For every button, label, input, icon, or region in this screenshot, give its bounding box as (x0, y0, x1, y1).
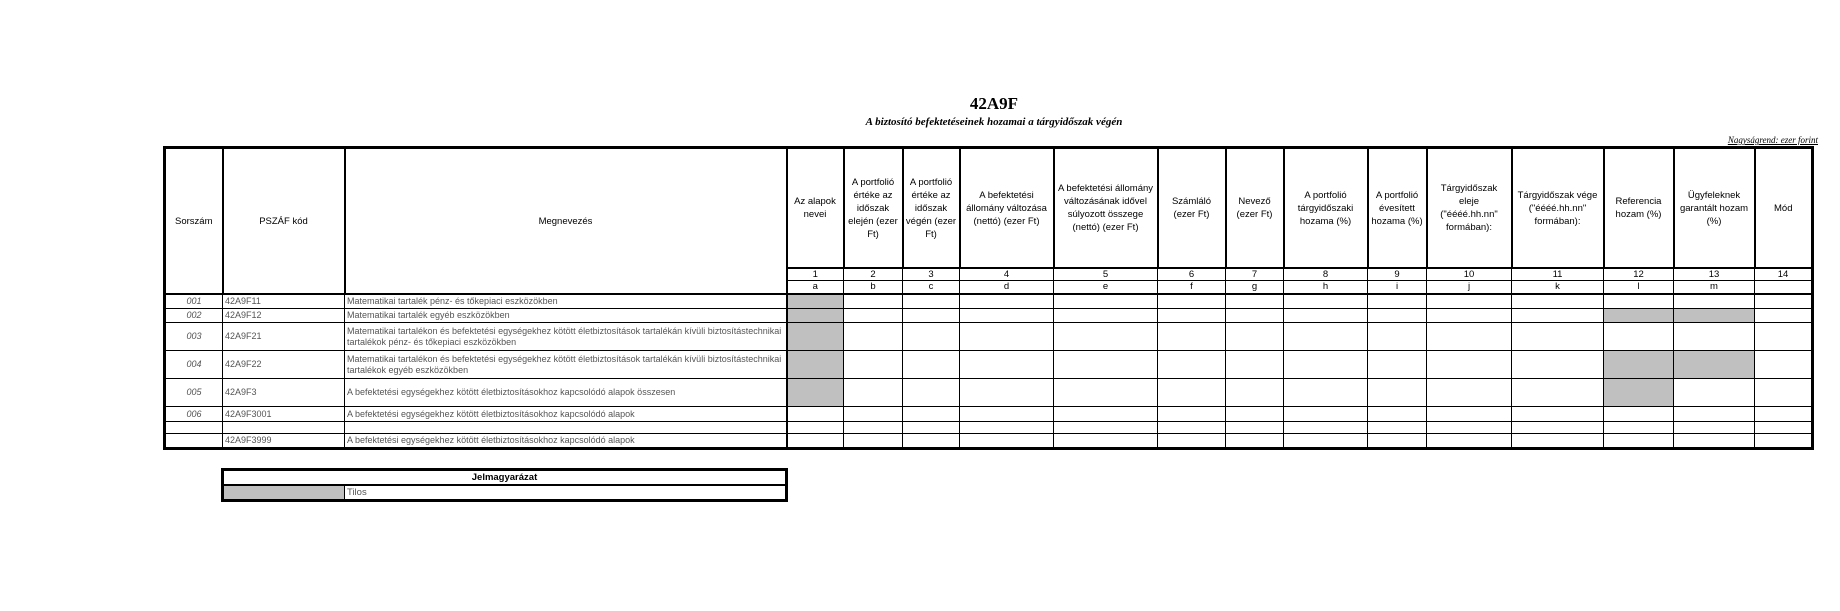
input-cell[interactable] (844, 407, 903, 422)
input-cell[interactable] (787, 422, 844, 434)
row-description: Matematikai tartalék egyéb eszközökben (345, 309, 787, 323)
col-number: 6 (1158, 268, 1226, 281)
col-letter: g (1226, 281, 1284, 295)
input-cell[interactable] (1054, 309, 1158, 323)
input-cell[interactable] (960, 309, 1054, 323)
input-cell[interactable] (1226, 351, 1284, 379)
input-cell[interactable] (1368, 407, 1427, 422)
input-cell[interactable] (1284, 422, 1368, 434)
input-cell[interactable] (1284, 434, 1368, 449)
legend-title: Jelmagyarázat (223, 470, 787, 486)
input-cell[interactable] (1604, 434, 1674, 449)
input-cell[interactable] (1158, 323, 1226, 351)
table-row (165, 407, 1813, 422)
input-cell[interactable] (844, 323, 903, 351)
col-number: 9 (1368, 268, 1427, 281)
input-cell[interactable] (1368, 309, 1427, 323)
input-cell[interactable] (1054, 422, 1158, 434)
col-number: 5 (1054, 268, 1158, 281)
input-cell[interactable] (1158, 379, 1226, 407)
input-cell[interactable] (1427, 323, 1512, 351)
col-letter: j (1427, 281, 1512, 295)
row-description: A befektetési egységekhez kötött életbiztosításokhoz kapcsolódó alapok (345, 407, 787, 422)
disabled-cell (1604, 351, 1674, 379)
legend-swatch (223, 485, 345, 501)
header-col-4: A befektetési állomány változása (nettó) (ezer Ft) (960, 148, 1054, 269)
header-col-5: A befektetési állomány változásának idővel súlyozott összege (nettó) (ezer Ft) (1054, 148, 1158, 269)
input-cell[interactable] (1284, 294, 1368, 309)
row-code: 42A9F3001 (223, 407, 345, 422)
input-cell[interactable] (1158, 434, 1226, 449)
input-cell[interactable] (1427, 309, 1512, 323)
input-cell[interactable] (1226, 434, 1284, 449)
input-cell[interactable] (960, 323, 1054, 351)
input-cell[interactable] (1054, 407, 1158, 422)
header-col-8: A portfolió tárgyidőszaki hozama (%) (1284, 148, 1368, 269)
input-cell[interactable] (1427, 407, 1512, 422)
input-cell[interactable] (1226, 407, 1284, 422)
header-col-13: Ügyfeleknek garantált hozam (%) (1674, 148, 1755, 269)
input-cell[interactable] (1368, 351, 1427, 379)
row-description: Matematikai tartalékon és befektetési egységekhez kötött életbiztosítások tartalékán kívüli biztosítástechnikai tartalékok egyéb eszközökben (345, 351, 787, 379)
input-cell[interactable] (1755, 434, 1813, 449)
col-letter: h (1284, 281, 1368, 295)
col-letter: c (903, 281, 960, 295)
input-cell[interactable] (1054, 434, 1158, 449)
report-table (163, 146, 1814, 450)
input-cell[interactable] (1158, 422, 1226, 434)
input-cell[interactable] (844, 422, 903, 434)
header-col-3: A portfolió értéke az időszak végén (ezer Ft) (903, 148, 960, 269)
col-letter: m (1674, 281, 1755, 295)
row-code (223, 422, 345, 434)
row-id (165, 434, 223, 449)
input-cell[interactable] (903, 422, 960, 434)
disabled-cell (1674, 351, 1755, 379)
col-number: 8 (1284, 268, 1368, 281)
input-cell[interactable] (1226, 422, 1284, 434)
col-number: 12 (1604, 268, 1674, 281)
col-letter: i (1368, 281, 1427, 295)
col-number: 3 (903, 268, 960, 281)
input-cell[interactable] (1512, 422, 1604, 434)
input-cell[interactable] (1427, 379, 1512, 407)
row-description: Matematikai tartalék pénz- és tőkepiaci eszközökben (345, 294, 787, 309)
input-cell[interactable] (1674, 294, 1755, 309)
header-col-12: Referencia hozam (%) (1604, 148, 1674, 269)
header-col-14: Mód (1755, 148, 1813, 269)
input-cell[interactable] (960, 379, 1054, 407)
input-cell[interactable] (903, 323, 960, 351)
input-cell[interactable] (1674, 407, 1755, 422)
col-number: 4 (960, 268, 1054, 281)
input-cell[interactable] (844, 294, 903, 309)
input-cell[interactable] (844, 434, 903, 449)
row-id: 003 (165, 323, 223, 351)
row-id: 005 (165, 379, 223, 407)
input-cell[interactable] (1512, 379, 1604, 407)
input-cell[interactable] (1604, 323, 1674, 351)
table-row (165, 294, 1813, 309)
row-description (345, 422, 787, 434)
input-cell[interactable] (787, 434, 844, 449)
header-col-10: Tárgyidőszak eleje ("éééé.hh.nn" formában): (1427, 148, 1512, 269)
header-col-11: Tárgyidőszak vége ("éééé.hh.nn" formában): (1512, 148, 1604, 269)
col-letter: a (787, 281, 844, 295)
input-cell[interactable] (903, 351, 960, 379)
input-cell[interactable] (1226, 294, 1284, 309)
input-cell[interactable] (1368, 434, 1427, 449)
input-cell[interactable] (1512, 309, 1604, 323)
table-row (165, 351, 1813, 379)
header-pszaf-kod: PSZÁF kód (223, 148, 345, 295)
input-cell[interactable] (844, 379, 903, 407)
col-letter: l (1604, 281, 1674, 295)
input-cell[interactable] (1368, 379, 1427, 407)
input-cell[interactable] (1368, 294, 1427, 309)
input-cell[interactable] (903, 434, 960, 449)
input-cell[interactable] (1512, 351, 1604, 379)
input-cell[interactable] (1284, 379, 1368, 407)
input-cell[interactable] (1284, 323, 1368, 351)
header-megnevezes: Megnevezés (345, 148, 787, 295)
col-number: 2 (844, 268, 903, 281)
input-cell[interactable] (960, 294, 1054, 309)
input-cell[interactable] (1054, 351, 1158, 379)
unit-label: Nagyságrend: ezer forint (1727, 135, 1818, 145)
table-row (165, 434, 1813, 449)
row-id: 006 (165, 407, 223, 422)
input-cell[interactable] (1158, 351, 1226, 379)
input-cell[interactable] (1226, 379, 1284, 407)
input-cell[interactable] (1427, 422, 1512, 434)
col-letter: b (844, 281, 903, 295)
input-cell[interactable] (1226, 323, 1284, 351)
disabled-cell (787, 323, 844, 351)
table-row (165, 379, 1813, 407)
input-cell[interactable] (1755, 309, 1813, 323)
col-number: 14 (1755, 268, 1813, 281)
col-letter (1755, 281, 1813, 295)
input-cell[interactable] (960, 351, 1054, 379)
input-cell[interactable] (1054, 294, 1158, 309)
input-cell[interactable] (903, 309, 960, 323)
table-row (165, 323, 1813, 351)
input-cell[interactable] (1284, 351, 1368, 379)
row-id: 002 (165, 309, 223, 323)
input-cell[interactable] (960, 407, 1054, 422)
row-description: A befektetési egységekhez kötött életbiztosításokhoz kapcsolódó alapok összesen (345, 379, 787, 407)
col-number: 13 (1674, 268, 1755, 281)
col-letter: k (1512, 281, 1604, 295)
input-cell[interactable] (1674, 422, 1755, 434)
col-number: 11 (1512, 268, 1604, 281)
header-col-6: Számláló (ezer Ft) (1158, 148, 1226, 269)
input-cell[interactable] (1427, 434, 1512, 449)
row-code: 42A9F21 (223, 323, 345, 351)
input-cell[interactable] (1755, 323, 1813, 351)
input-cell[interactable] (1755, 351, 1813, 379)
input-cell[interactable] (1755, 379, 1813, 407)
input-cell[interactable] (1512, 434, 1604, 449)
header-col-7: Nevező (ezer Ft) (1226, 148, 1284, 269)
row-id (165, 422, 223, 434)
legend-table (221, 468, 788, 502)
input-cell[interactable] (1158, 309, 1226, 323)
input-cell[interactable] (1674, 434, 1755, 449)
input-cell[interactable] (787, 407, 844, 422)
row-description: Matematikai tartalékon és befektetési egységekhez kötött életbiztosítások tartalékán kívüli biztosítástechnikai tartalékok pénz- és tőkepiaci eszközökben (345, 323, 787, 351)
col-number: 10 (1427, 268, 1512, 281)
col-letter: d (960, 281, 1054, 295)
input-cell[interactable] (1755, 407, 1813, 422)
input-cell[interactable] (1604, 294, 1674, 309)
row-id: 001 (165, 294, 223, 309)
input-cell[interactable] (1512, 323, 1604, 351)
input-cell[interactable] (1368, 323, 1427, 351)
input-cell[interactable] (1226, 309, 1284, 323)
input-cell[interactable] (1158, 407, 1226, 422)
input-cell[interactable] (1755, 422, 1813, 434)
input-cell[interactable] (1427, 351, 1512, 379)
input-cell[interactable] (844, 309, 903, 323)
table-row (165, 422, 1813, 434)
input-cell[interactable] (903, 294, 960, 309)
header-col-1: Az alapok nevei (787, 148, 844, 269)
col-letter: f (1158, 281, 1226, 295)
row-code: 42A9F3999 (223, 434, 345, 449)
legend-label: Tilos (345, 485, 787, 501)
input-cell[interactable] (1604, 422, 1674, 434)
input-cell[interactable] (1284, 309, 1368, 323)
col-number: 1 (787, 268, 844, 281)
row-code: 42A9F12 (223, 309, 345, 323)
row-code: 42A9F3 (223, 379, 345, 407)
row-code: 42A9F22 (223, 351, 345, 379)
report-subtitle: A biztosító befektetéseinek hozamai a tárgyidőszak végén (865, 116, 1123, 128)
row-description: A befektetési egységekhez kötött életbiztosításokhoz kapcsolódó alapok (345, 434, 787, 449)
input-cell[interactable] (1604, 407, 1674, 422)
input-cell[interactable] (1427, 294, 1512, 309)
input-cell[interactable] (1054, 323, 1158, 351)
row-id: 004 (165, 351, 223, 379)
header-col-2: A portfolió értéke az időszak elején (ezer Ft) (844, 148, 903, 269)
input-cell[interactable] (903, 379, 960, 407)
disabled-cell (787, 309, 844, 323)
col-number: 7 (1226, 268, 1284, 281)
input-cell[interactable] (1512, 407, 1604, 422)
input-cell[interactable] (903, 407, 960, 422)
input-cell[interactable] (960, 434, 1054, 449)
disabled-cell (1674, 309, 1755, 323)
input-cell[interactable] (1158, 294, 1226, 309)
input-cell[interactable] (1674, 323, 1755, 351)
col-letter: e (1054, 281, 1158, 295)
disabled-cell (787, 294, 844, 309)
header-col-9: A portfolió évesített hozama (%) (1368, 148, 1427, 269)
input-cell[interactable] (1284, 407, 1368, 422)
input-cell[interactable] (1054, 379, 1158, 407)
input-cell[interactable] (1674, 379, 1755, 407)
disabled-cell (1604, 309, 1674, 323)
disabled-cell (787, 379, 844, 407)
input-cell[interactable] (1368, 422, 1427, 434)
header-sorszam: Sorszám (165, 148, 223, 295)
input-cell[interactable] (960, 422, 1054, 434)
row-code: 42A9F11 (223, 294, 345, 309)
disabled-cell (1604, 379, 1674, 407)
input-cell[interactable] (844, 351, 903, 379)
input-cell[interactable] (1755, 294, 1813, 309)
report-title: 42A9F (969, 94, 1019, 113)
table-row (165, 309, 1813, 323)
input-cell[interactable] (1512, 294, 1604, 309)
disabled-cell (787, 351, 844, 379)
